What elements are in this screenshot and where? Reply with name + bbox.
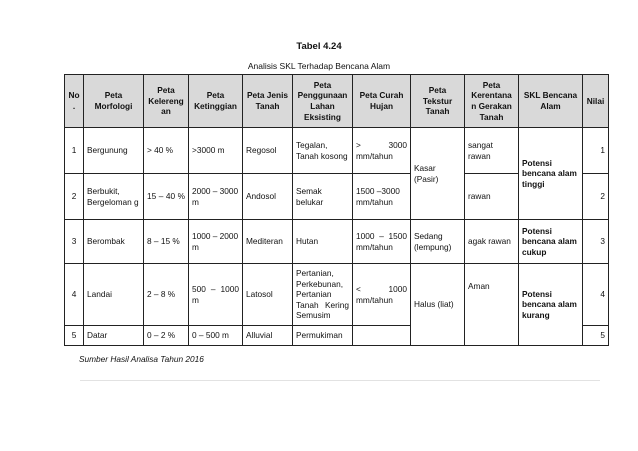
cell-skl: Potensi bencana alam cukup — [519, 220, 583, 264]
cell-curah-hujan: > 3000 mm/tahun — [353, 128, 411, 174]
cell-kerentanan: sangat rawan — [465, 128, 519, 174]
cell-penggunaan-lahan: Semak belukar — [293, 174, 353, 220]
cell-penggunaan-lahan: Permukiman — [293, 326, 353, 346]
cell-jenis-tanah: Latosol — [243, 264, 293, 326]
header-morfologi: Peta Morfologi — [84, 75, 144, 128]
cell-no: 5 — [65, 326, 84, 346]
cell-penggunaan-lahan: Pertanian, Perkebunan, Pertanian Tanah Kering Semusim — [293, 264, 353, 326]
cell-kelerengan: > 40 % — [144, 128, 189, 174]
cell-curah-hujan: 1500 –3000 mm/tahun — [353, 174, 411, 220]
cell-nilai: 1 — [583, 128, 609, 174]
table-row — [65, 220, 609, 264]
cell-tekstur-kasar: Kasar (Pasir) — [411, 128, 465, 220]
cell-ketinggian: 1000 – 2000 m — [189, 220, 243, 264]
table-subtitle: Analisis SKL Terhadap Bencana Alam — [247, 61, 391, 71]
cell-no: 2 — [65, 174, 84, 220]
cell-morfologi: Berbukit, Bergeloman g — [84, 174, 144, 220]
cell-nilai: 4 — [583, 264, 609, 326]
cell-kelerengan: 15 – 40 % — [144, 174, 189, 220]
cell-ketinggian: >3000 m — [189, 128, 243, 174]
cell-no: 1 — [65, 128, 84, 174]
header-ketinggian: Peta Ketinggian — [189, 75, 243, 128]
cell-kerentanan-aman: Aman — [465, 264, 519, 346]
cell-morfologi: Datar — [84, 326, 144, 346]
table-row — [65, 128, 609, 174]
header-skl: SKL Bencana Alam — [519, 75, 583, 128]
cell-nilai: 2 — [583, 174, 609, 220]
cell-ketinggian: 2000 – 3000 m — [189, 174, 243, 220]
cell-ketinggian: 500 – 1000 m — [189, 264, 243, 326]
cell-penggunaan-lahan: Tegalan, Tanah kosong — [293, 128, 353, 174]
header-penggunaan-lahan: Peta Penggunaan Lahan Eksisting — [293, 75, 353, 128]
cell-nilai: 5 — [583, 326, 609, 346]
skl-bencana-table — [64, 74, 609, 346]
cell-jenis-tanah: Regosol — [243, 128, 293, 174]
cell-curah-hujan: 1000 – 1500 mm/tahun — [353, 220, 411, 264]
cell-kelerengan: 8 – 15 % — [144, 220, 189, 264]
cell-morfologi: Landai — [84, 264, 144, 326]
header-kerentanan: Peta Kerentana n Gerakan Tanah — [465, 75, 519, 128]
header-curah-hujan: Peta Curah Hujan — [353, 75, 411, 128]
cell-penggunaan-lahan: Hutan — [293, 220, 353, 264]
table-row — [65, 264, 609, 326]
cell-no: 4 — [65, 264, 84, 326]
cell-kerentanan: agak rawan — [465, 220, 519, 264]
cell-tekstur-halus: Halus (liat) — [411, 264, 465, 346]
header-nilai: Nilai — [583, 75, 609, 128]
cell-curah-hujan: < 1000 mm/tahun — [353, 264, 411, 326]
cell-kelerengan: 0 – 2 % — [144, 326, 189, 346]
cell-ketinggian: 0 – 500 m — [189, 326, 243, 346]
cell-kerentanan: rawan — [465, 174, 519, 220]
header-row — [65, 75, 609, 128]
footer-divider — [80, 380, 600, 381]
cell-curah-hujan — [353, 326, 411, 346]
cell-kelerengan: 2 – 8 % — [144, 264, 189, 326]
cell-morfologi: Berombak — [84, 220, 144, 264]
cell-jenis-tanah: Andosol — [243, 174, 293, 220]
cell-jenis-tanah: Mediteran — [243, 220, 293, 264]
cell-tekstur-tanah: Sedang (lempung) — [411, 220, 465, 264]
source-note: Sumber Hasil Analisa Tahun 2016 — [79, 354, 204, 364]
header-tekstur-tanah: Peta Tekstur Tanah — [411, 75, 465, 128]
cell-nilai: 3 — [583, 220, 609, 264]
header-no: No . — [65, 75, 84, 128]
table-title: Tabel 4.24 — [296, 41, 342, 52]
header-jenis-tanah: Peta Jenis Tanah — [243, 75, 293, 128]
cell-skl-kurang: Potensi bencana alam kurang — [519, 264, 583, 346]
cell-skl-tinggi: Potensi bencana alam tinggi — [519, 128, 583, 220]
cell-no: 3 — [65, 220, 84, 264]
cell-morfologi: Bergunung — [84, 128, 144, 174]
cell-jenis-tanah: Alluvial — [243, 326, 293, 346]
header-kelerengan: Peta Kelereng an — [144, 75, 189, 128]
